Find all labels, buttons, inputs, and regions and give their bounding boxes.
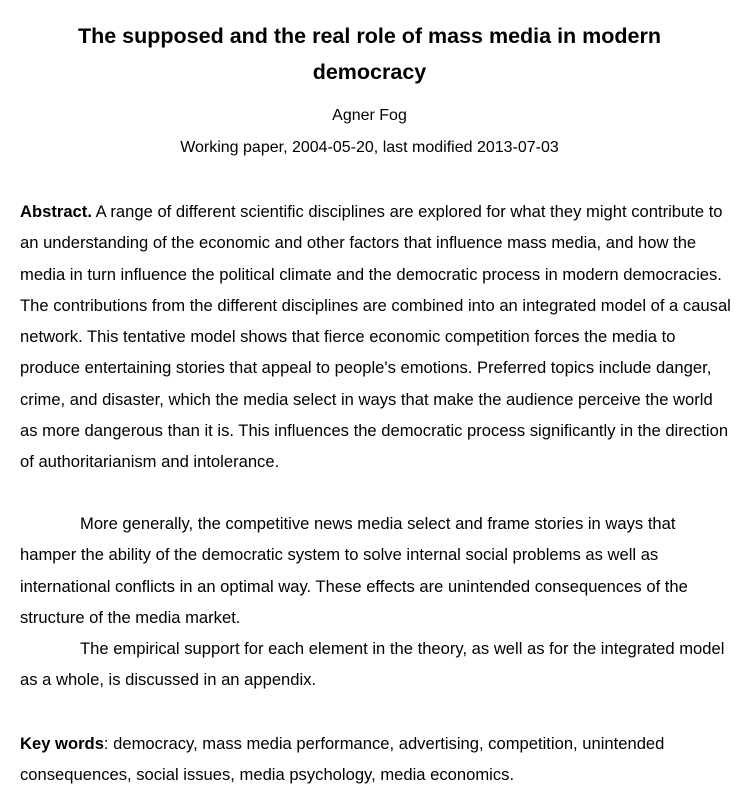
document-title: The supposed and the real role of mass media in modern democracy (77, 24, 662, 84)
abstract-label: Abstract. (20, 202, 92, 221)
keywords-paragraph (20, 728, 732, 791)
author-name: Agner Fog (332, 107, 407, 124)
abstract-paragraph-3: The empirical support for each element in the theory, as well as for the integrated model as a whole, is discussed in an appendix. (20, 639, 725, 690)
abstract-paragraph (20, 196, 732, 478)
paper-info: Working paper, 2004-05-20, last modified 2013-07-03 (180, 139, 559, 156)
keywords-label: Key words (20, 734, 104, 753)
abstract-text: A range of different scientific disciplines are explored for what they might contribute to an understanding of the economic and other factors that influence mass media, and how the media in turn influence the political climate and the democratic process in modern democracies. The contributions from the different disciplines are combined into an integrated model of a causal network. This tentative model shows that fierce economic competition forces the media to produce entertaining stories that appeal to people's emotions. Preferred topics include danger, crime, and disaster, which the media select in ways that make the audience perceive the world as more dangerous than it is. This influences the democratic process significantly in the direction of authoritarianism and intolerance. (20, 202, 731, 472)
keywords-text: : democracy, mass media performance, advertising, competition, unintended consequences, social issues, media psychology, media economics. (20, 734, 665, 785)
abstract-paragraph-2: More generally, the competitive news media select and frame stories in ways that hamper the ability of the democratic system to solve internal social problems as well as international conflicts in an optimal way. These effects are unintended consequences of the structure of the media market. (20, 514, 688, 627)
